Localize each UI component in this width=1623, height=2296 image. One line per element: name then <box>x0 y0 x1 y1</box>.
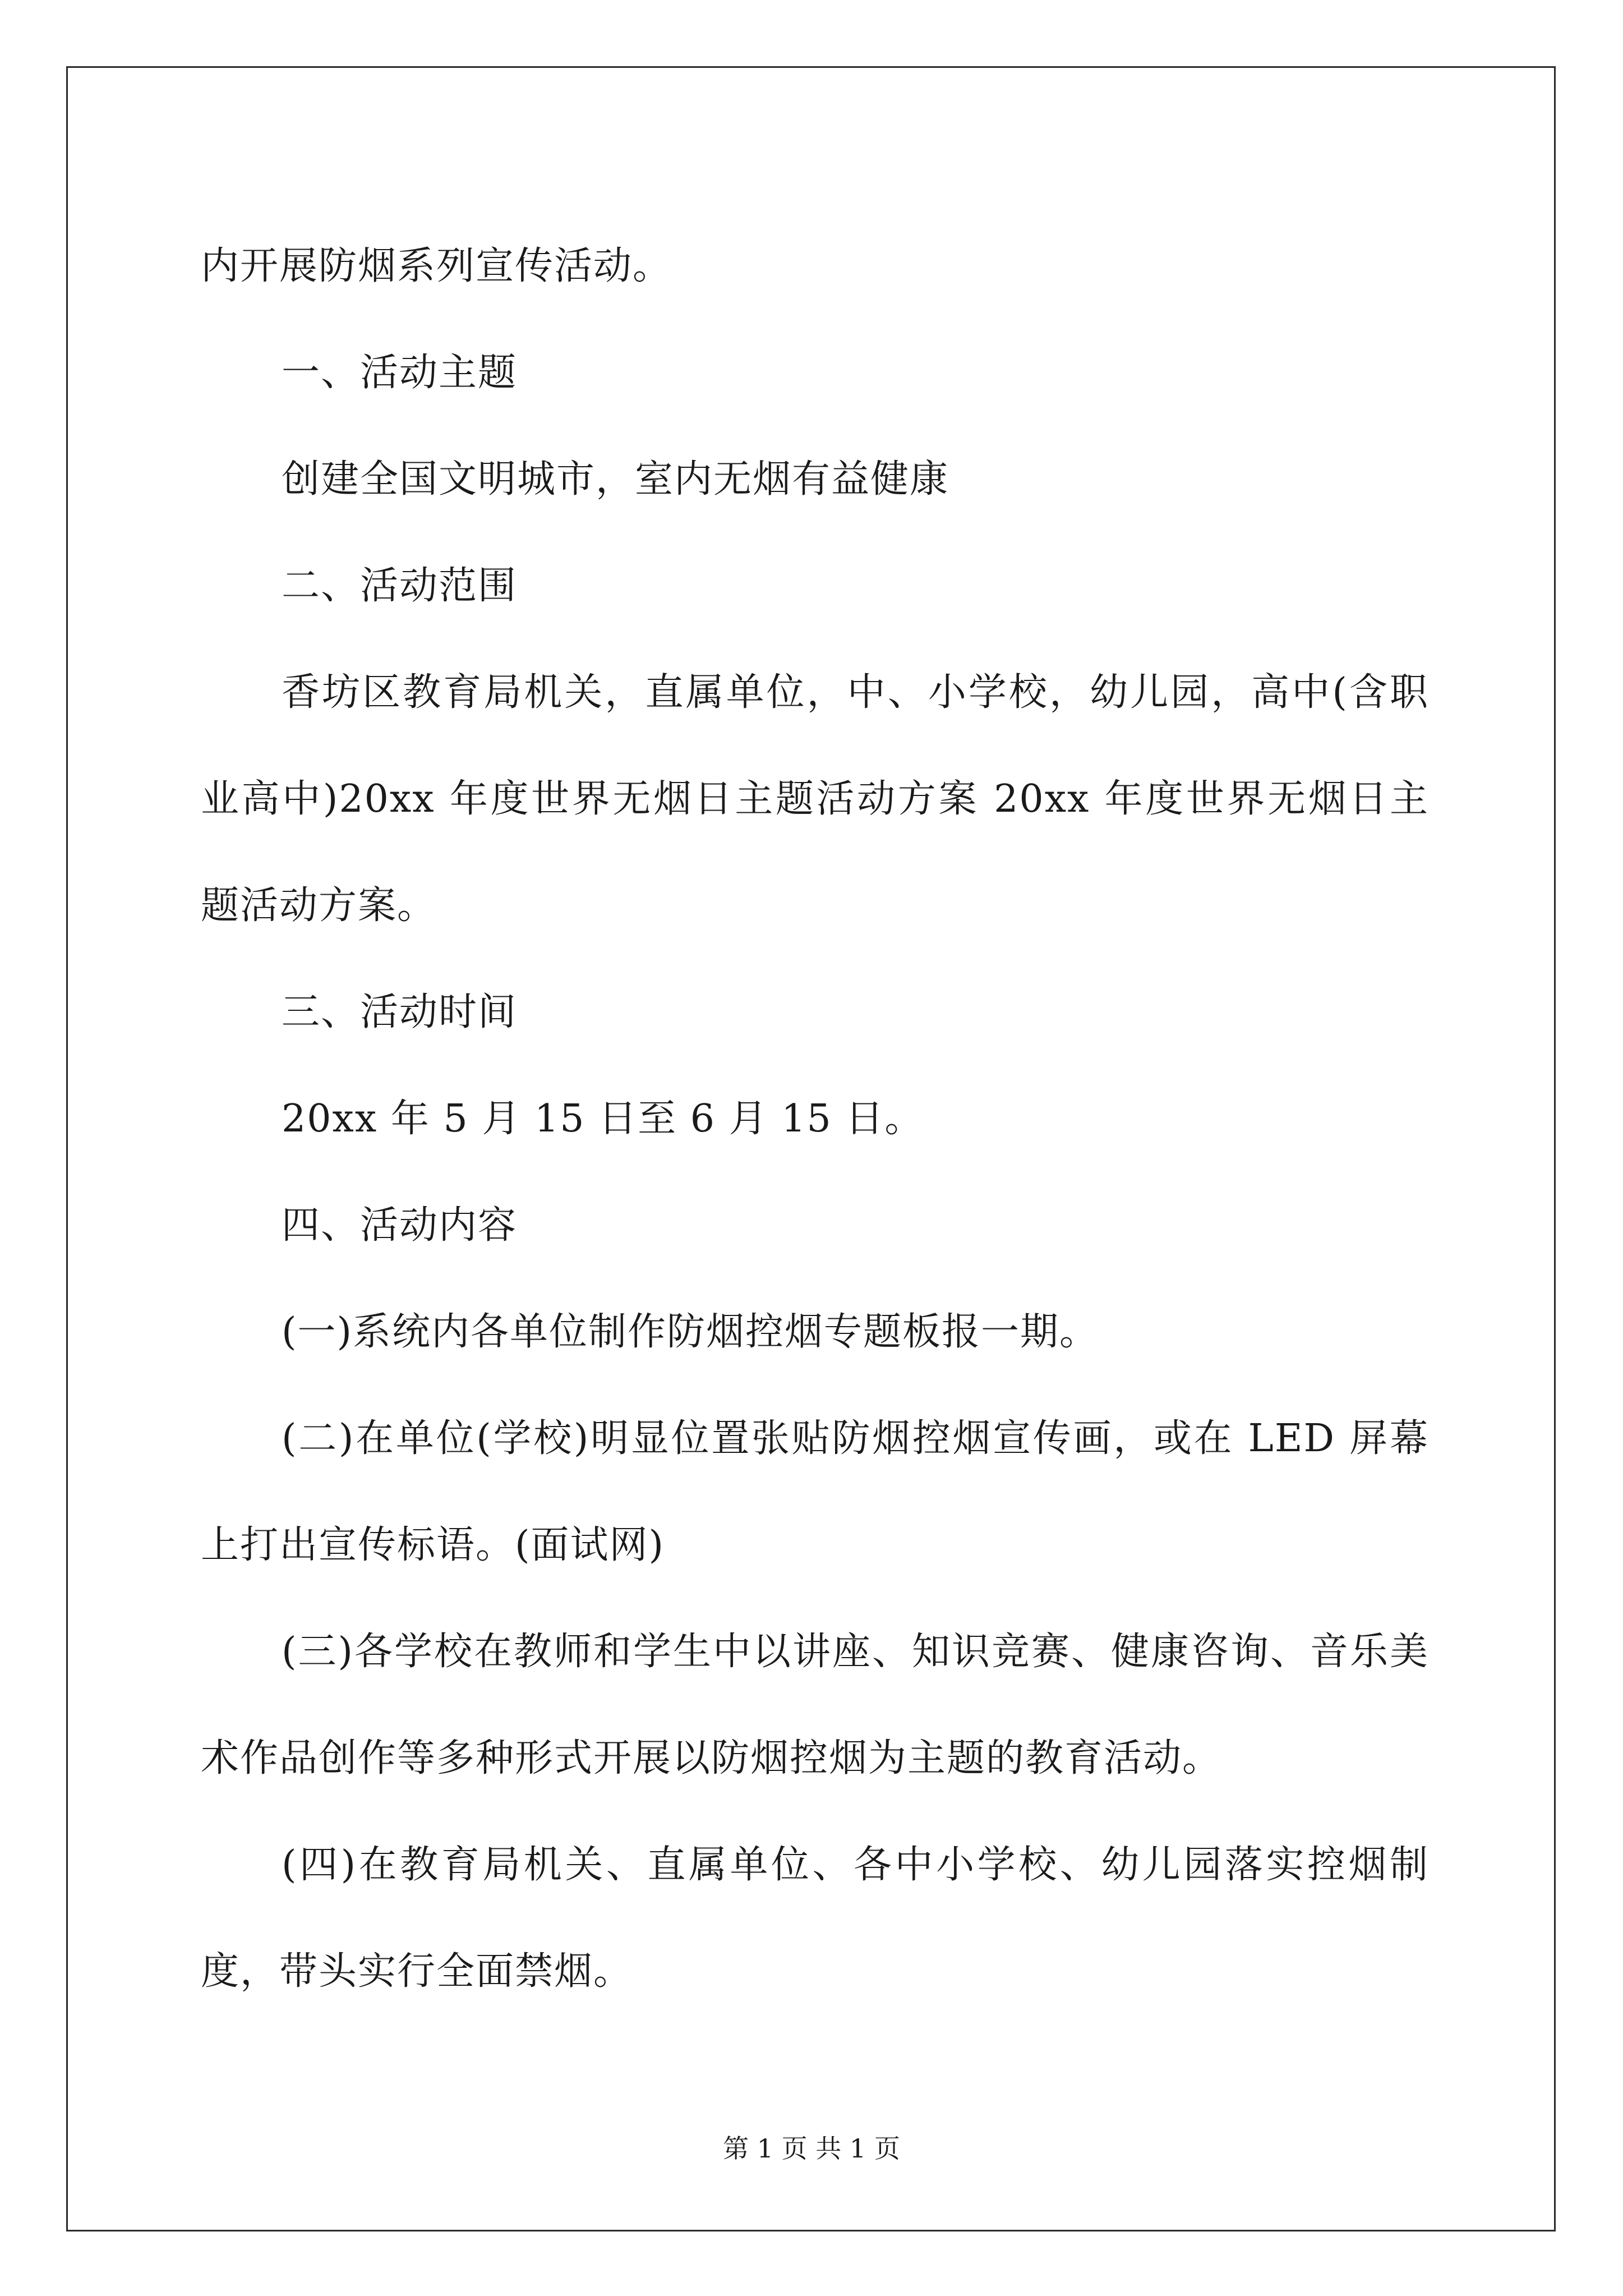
document-body <box>201 213 1429 2025</box>
paragraph-theme: 创建全国文明城市，室内无烟有益健康 <box>282 457 949 501</box>
paragraph-time: 20xx 年 5 月 15 日至 6 月 15 日。 <box>282 1097 924 1141</box>
heading-activity-time: 三、活动时间 <box>282 990 518 1034</box>
heading-activity-theme: 一、活动主题 <box>282 351 518 395</box>
paragraph-content-2: (二)在单位(学校)明显位置张贴防烟控烟宣传画，或在 LED 屏幕上打出宣传标语。(面试网) <box>201 1416 1429 1567</box>
paragraph-scope: 香坊区教育局机关，直属单位，中、小学校，幼儿园，高中(含职业高中)20xx 年度世界无烟日主题活动方案 20xx 年度世界无烟日主题活动方案。 <box>201 670 1429 928</box>
heading-activity-content: 四、活动内容 <box>282 1203 518 1248</box>
page-number-footer: 第 1 页 共 1 页 <box>723 2133 900 2164</box>
paragraph-content-1: (一)系统内各单位制作防烟控烟专题板报一期。 <box>282 1310 1099 1354</box>
paragraph-content-4: (四)在教育局机关、直属单位、各中小学校、幼儿园落实控烟制度，带头实行全面禁烟。 <box>201 1843 1429 1994</box>
heading-activity-scope: 二、活动范围 <box>282 564 518 608</box>
paragraph-content-3: (三)各学校在教师和学生中以讲座、知识竞赛、健康咨询、音乐美术作品创作等多种形式开展以防烟控烟为主题的教育活动。 <box>201 1630 1429 1780</box>
paragraph-intro-continuation: 内开展防烟系列宣传活动。 <box>201 244 672 288</box>
